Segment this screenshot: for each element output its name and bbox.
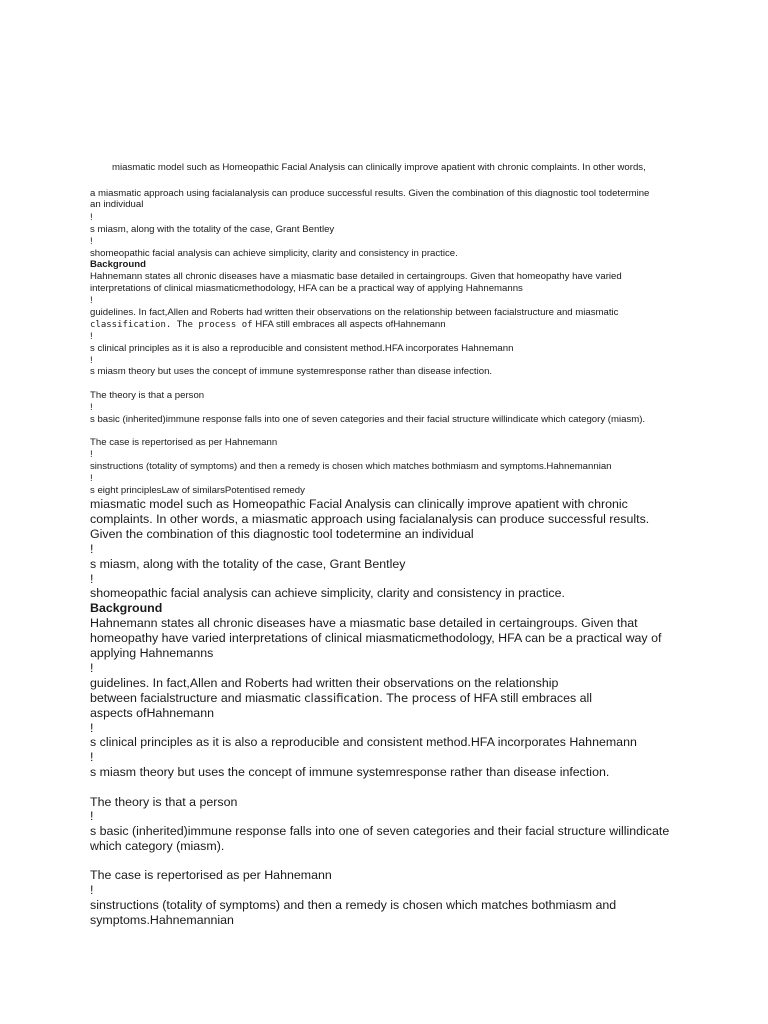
large-text-line-9: Hahnemann states all chronic diseases have a miasmatic base detailed in certaingroups. Given that (90, 616, 638, 630)
small-text-line-3: an individual (90, 199, 144, 210)
large-exclamation-7: ! (90, 883, 94, 897)
large-text-line-15: aspects ofHahnemann (90, 706, 214, 720)
small-text-line-20: s basic (inherited)immune response falls into one of seven categories and their facial structure willindicate which category (miasm). (90, 414, 646, 425)
small-text-line-18: The theory is that a person (90, 390, 205, 401)
large-text-line-10: homeopathy have varied interpretations of clinical miasmaticmethodology, HFA can be a practical way of (90, 631, 662, 645)
small-text-line-13-rest: HFA still embraces all aspects ofHahnemann (252, 319, 446, 330)
large-exclamation-3: ! (90, 661, 94, 675)
large-text-line-1: miasmatic model such as Homeopathic Facial Analysis can clinically improve apatient with chronic (90, 497, 628, 511)
large-text-line-27: symptoms.Hahnemannian (90, 913, 234, 927)
large-text-line-14-start: between facialstructure and miasmatic (90, 691, 305, 705)
small-exclamation-1: ! (90, 212, 93, 223)
small-text-line-15: s clinical principles as it is also a reproducible and consistent method.HFA incorporates Hahnemann (90, 343, 514, 354)
small-text-line-12: guidelines. In fact,Allen and Roberts had written their observations on the relationship between facialstructure and miasmatic (90, 307, 619, 318)
large-exclamation-1: ! (90, 542, 94, 556)
small-exclamation-3: ! (90, 295, 93, 306)
large-text-line-11: applying Hahnemanns (90, 646, 214, 660)
small-text-line-5: s miasm, along with the totality of the case, Grant Bentley (90, 224, 335, 235)
large-text-line-26: sinstructions (totality of symptoms) and then a remedy is chosen which matches bothmiasm and (90, 898, 617, 912)
large-text-line-20: The theory is that a person (90, 795, 238, 809)
small-text-line-13 (90, 319, 446, 331)
small-text-line-10: interpretations of clinical miasmaticmethodology, HFA can be a practical way of applying Hahnemanns (90, 283, 523, 294)
small-exclamation-7: ! (90, 449, 93, 460)
large-text-line-7: shomeopathic facial analysis can achieve simplicity, clarity and consistency in practice. (90, 586, 565, 600)
small-text-line-25: s eight principlesLaw of similarsPotentised remedy (90, 485, 305, 496)
small-text-line-23: sinstructions (totality of symptoms) and then a remedy is chosen which matches bothmiasm and symptoms.Hahnemannian (90, 461, 612, 472)
large-text-line-23: which category (miasm). (90, 839, 225, 853)
large-exclamation-2: ! (90, 572, 94, 586)
small-exclamation-8: ! (90, 473, 93, 484)
small-exclamation-5: ! (90, 355, 93, 366)
large-text-line-14 (90, 691, 592, 706)
small-text-line-13-mono: classification. The process of (90, 320, 253, 330)
large-text-line-14-end: of HFA still embraces all (456, 691, 593, 705)
small-exclamation-2: ! (90, 236, 93, 247)
large-exclamation-6: ! (90, 809, 94, 823)
large-exclamation-4: ! (90, 721, 94, 735)
large-heading-background: Background (90, 601, 163, 615)
small-text-line-1: miasmatic model such as Homeopathic Facial Analysis can clinically improve apatient with chronic complaints. In other words, (112, 162, 646, 173)
small-exclamation-4: ! (90, 331, 93, 342)
large-text-line-2: complaints. In other words, a miasmatic approach using facialanalysis can produce successful results. (90, 512, 650, 526)
large-text-line-3: Given the combination of this diagnostic tool todetermine an individual (90, 527, 474, 541)
large-text-line-5: s miasm, along with the totality of the case, Grant Bentley (90, 557, 406, 571)
small-text-line-7: shomeopathic facial analysis can achieve simplicity, clarity and consistency in practice. (90, 248, 458, 259)
large-text-line-14-mixed: classification. The process (304, 691, 457, 705)
small-heading-background: Background (90, 259, 146, 270)
large-text-line-17: s clinical principles as it is also a reproducible and consistent method.HFA incorporates Hahnemann (90, 735, 637, 749)
large-exclamation-5: ! (90, 750, 94, 764)
small-text-line-17: s miasm theory but uses the concept of immune systemresponse rather than disease infection. (90, 366, 493, 377)
large-text-line-19: s miasm theory but uses the concept of immune systemresponse rather than disease infection. (90, 765, 610, 779)
small-exclamation-6: ! (90, 402, 93, 413)
large-text-line-22: s basic (inherited)immune response falls into one of seven categories and their facial structure willindicate (90, 824, 670, 838)
large-text-line-13: guidelines. In fact,Allen and Roberts had written their observations on the relationship (90, 676, 559, 690)
large-text-line-24: The case is repertorised as per Hahnemann (90, 868, 332, 882)
small-text-line-2: a miasmatic approach using facialanalysis can produce successful results. Given the combination of this diagnostic tool todetermine (90, 188, 650, 199)
small-text-line-21: The case is repertorised as per Hahnemann (90, 437, 278, 448)
small-text-line-9: Hahnemann states all chronic diseases have a miasmatic base detailed in certaingroups. Given that homeopathy have varied (90, 271, 622, 282)
